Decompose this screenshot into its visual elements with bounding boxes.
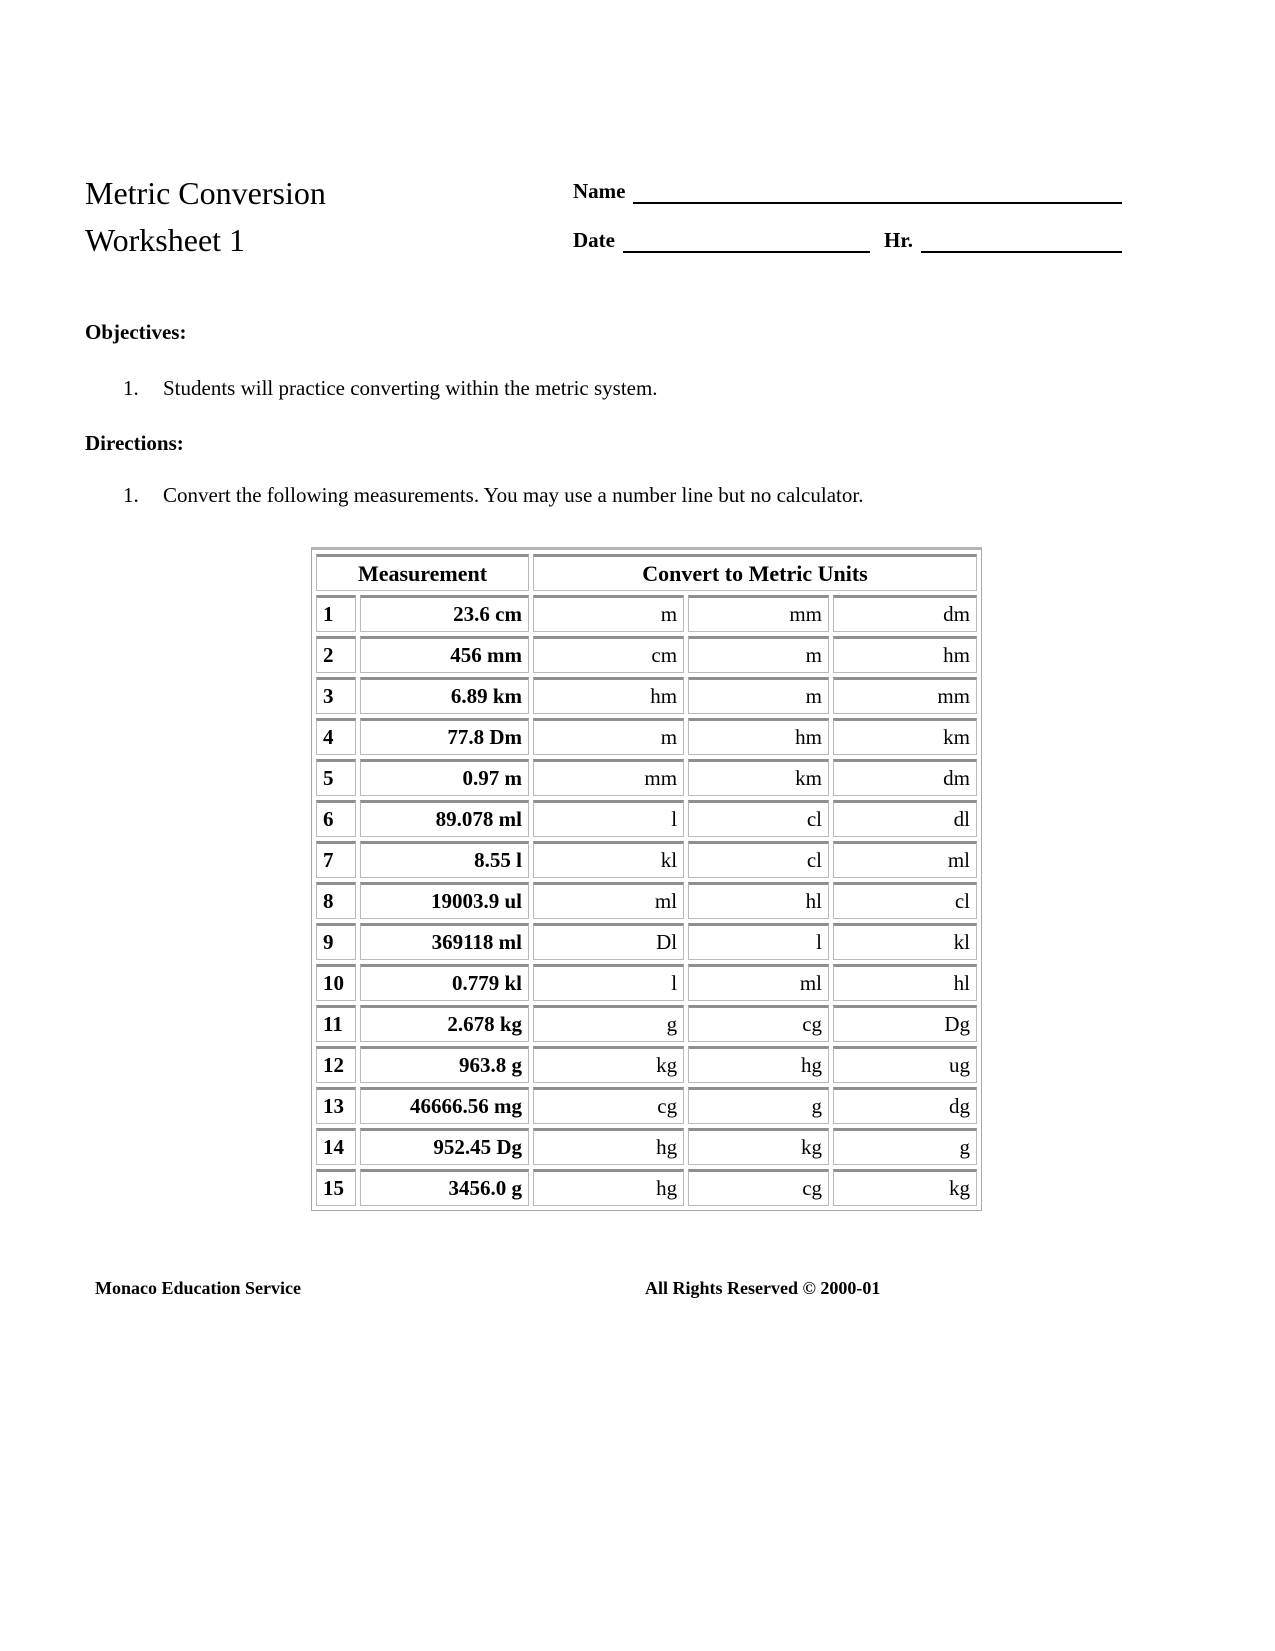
table-row [316,595,977,632]
header-convert-units: Convert to Metric Units [533,554,977,591]
table-row [316,1128,977,1165]
convert-unit-2: cl [688,841,829,878]
measurement-value: 6.89 km [360,677,529,714]
convert-unit-2: hl [688,882,829,919]
row-number: 13 [316,1087,356,1124]
footer-publisher: Monaco Education Service [95,1278,301,1298]
convert-unit-1: Dl [533,923,684,960]
measurement-value: 2.678 kg [360,1005,529,1042]
table-row [316,1005,977,1042]
row-number: 7 [316,841,356,878]
convert-unit-2: mm [688,595,829,632]
name-row [573,176,1122,204]
page-title-line2: Worksheet 1 [85,222,246,258]
table-row [316,1087,977,1124]
convert-unit-1: m [533,718,684,755]
name-blank-line [633,176,1122,204]
convert-unit-2: hm [688,718,829,755]
row-number: 6 [316,800,356,837]
direction-item [123,483,863,508]
measurement-value: 46666.56 mg [360,1087,529,1124]
convert-unit-3: dl [833,800,977,837]
convert-unit-3: kg [833,1169,977,1206]
convert-unit-1: hg [533,1128,684,1165]
measurement-value: 963.8 g [360,1046,529,1083]
objective-item-text: Students will practice converting within the metric system. [163,376,658,400]
page-title-line1: Metric Conversion [85,175,326,211]
row-number: 1 [316,595,356,632]
table-header-row [316,554,977,591]
table-row [316,841,977,878]
convert-unit-1: hg [533,1169,684,1206]
convert-unit-1: kg [533,1046,684,1083]
convert-unit-3: cl [833,882,977,919]
measurement-value: 369118 ml [360,923,529,960]
measurement-value: 3456.0 g [360,1169,529,1206]
footer-copyright: All Rights Reserved © 2000-01 [645,1278,881,1298]
convert-unit-2: cg [688,1005,829,1042]
table-row [316,964,977,1001]
convert-unit-2: l [688,923,829,960]
convert-unit-3: hm [833,636,977,673]
row-number: 4 [316,718,356,755]
convert-unit-3: dg [833,1087,977,1124]
row-number: 10 [316,964,356,1001]
convert-unit-3: Dg [833,1005,977,1042]
convert-unit-1: ml [533,882,684,919]
convert-unit-3: ml [833,841,977,878]
objective-item-number: 1. [123,376,139,400]
measurement-value: 0.97 m [360,759,529,796]
convert-unit-1: g [533,1005,684,1042]
table-row [316,718,977,755]
page-title [85,170,326,264]
objectives-heading: Objectives: [85,320,187,344]
table-row [316,1046,977,1083]
convert-unit-1: hm [533,677,684,714]
row-number: 8 [316,882,356,919]
hr-label: Hr. [883,228,913,252]
convert-unit-2: m [688,677,829,714]
measurement-value: 23.6 cm [360,595,529,632]
convert-unit-1: kl [533,841,684,878]
convert-unit-1: cg [533,1087,684,1124]
convert-unit-3: ug [833,1046,977,1083]
direction-item-text: Convert the following measurements. You may use a number line but no calculator. [163,483,864,507]
table-row [316,882,977,919]
date-row [573,225,1122,253]
table-row [316,800,977,837]
row-number: 12 [316,1046,356,1083]
convert-unit-3: g [833,1128,977,1165]
convert-unit-3: km [833,718,977,755]
measurement-value: 952.45 Dg [360,1128,529,1165]
convert-unit-2: hg [688,1046,829,1083]
conversion-table [311,547,982,1211]
name-date-block [573,176,1122,253]
table-row [316,1169,977,1206]
convert-unit-2: m [688,636,829,673]
convert-unit-2: cg [688,1169,829,1206]
directions-heading: Directions: [85,431,184,455]
measurement-value: 8.55 l [360,841,529,878]
convert-unit-2: g [688,1087,829,1124]
row-number: 5 [316,759,356,796]
convert-unit-2: km [688,759,829,796]
convert-unit-2: cl [688,800,829,837]
convert-unit-1: l [533,964,684,1001]
measurement-value: 19003.9 ul [360,882,529,919]
convert-unit-3: kl [833,923,977,960]
table-row [316,636,977,673]
table-row [316,677,977,714]
convert-unit-3: dm [833,759,977,796]
row-number: 2 [316,636,356,673]
table-row [316,923,977,960]
table-row [316,759,977,796]
convert-unit-1: m [533,595,684,632]
convert-unit-2: kg [688,1128,829,1165]
measurement-value: 0.779 kl [360,964,529,1001]
date-label: Date [573,228,615,252]
direction-item-number: 1. [123,483,139,507]
convert-unit-1: cm [533,636,684,673]
convert-unit-2: ml [688,964,829,1001]
date-blank-line [623,225,870,253]
convert-unit-3: mm [833,677,977,714]
convert-unit-1: mm [533,759,684,796]
objective-item [123,376,658,401]
name-label: Name [573,179,626,203]
row-number: 3 [316,677,356,714]
convert-unit-3: dm [833,595,977,632]
measurement-value: 89.078 ml [360,800,529,837]
hr-blank-line [921,225,1122,253]
convert-unit-1: l [533,800,684,837]
row-number: 14 [316,1128,356,1165]
convert-unit-3: hl [833,964,977,1001]
measurement-value: 456 mm [360,636,529,673]
row-number: 15 [316,1169,356,1206]
row-number: 11 [316,1005,356,1042]
header-measurement: Measurement [316,554,529,591]
measurement-value: 77.8 Dm [360,718,529,755]
row-number: 9 [316,923,356,960]
